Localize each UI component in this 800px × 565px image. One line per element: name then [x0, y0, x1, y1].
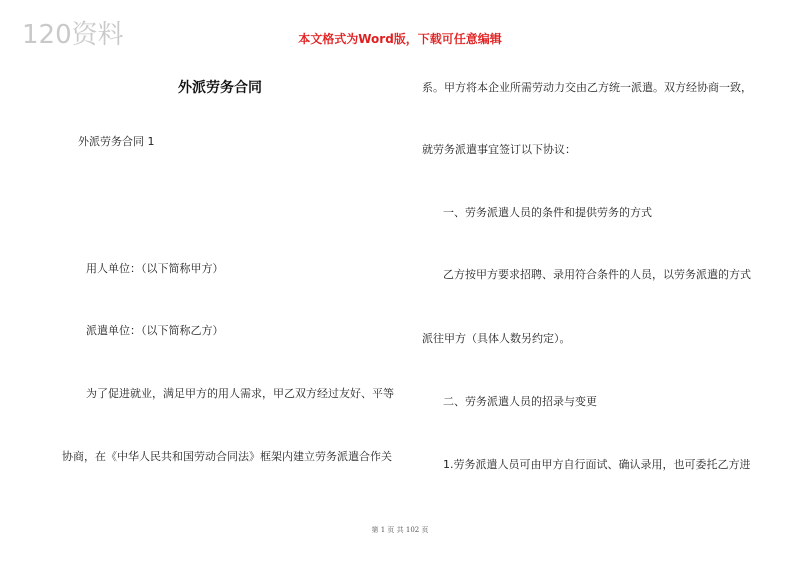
paragraph-line: 系。甲方将本企业所需劳动力交由乙方统一派遣。双方经协商一致，: [422, 81, 752, 94]
document-title: 外派劳务合同: [178, 80, 262, 96]
paragraph-line: 协商，在《中华人民共和国劳动合同法》框架内建立劳务派遣合作关: [62, 450, 392, 463]
paragraph-line: 1.劳务派遣人员可由甲方自行面试、确认录用，也可委托乙方进: [443, 458, 751, 471]
contract-subtitle: 外派劳务合同 1: [78, 135, 155, 148]
paragraph-line: 乙方按甲方要求招聘、录用符合条件的人员，以劳务派遣的方式: [443, 268, 751, 281]
paragraph-line: 派往甲方（具体人数另约定）。: [422, 332, 571, 345]
paragraph-line: 就劳务派遣事宜签订以下协议：: [422, 143, 576, 156]
section-heading: 一、劳务派遣人员的条件和提供劳务的方式: [443, 206, 652, 219]
dispatcher-line: 派遣单位：（以下简称乙方）: [86, 324, 224, 337]
page-number-footer: 第 1 页 共 102 页: [371, 526, 429, 534]
paragraph-line: 为了促进就业，满足甲方的用人需求，甲乙双方经过友好、平等: [86, 387, 394, 400]
format-notice: 本文格式为Word版，下载可任意编辑: [298, 32, 502, 46]
watermark-logo: 120资料: [22, 20, 124, 50]
employer-line: 用人单位：（以下简称甲方）: [86, 262, 224, 275]
section-heading: 二、劳务派遣人员的招录与变更: [443, 395, 597, 408]
